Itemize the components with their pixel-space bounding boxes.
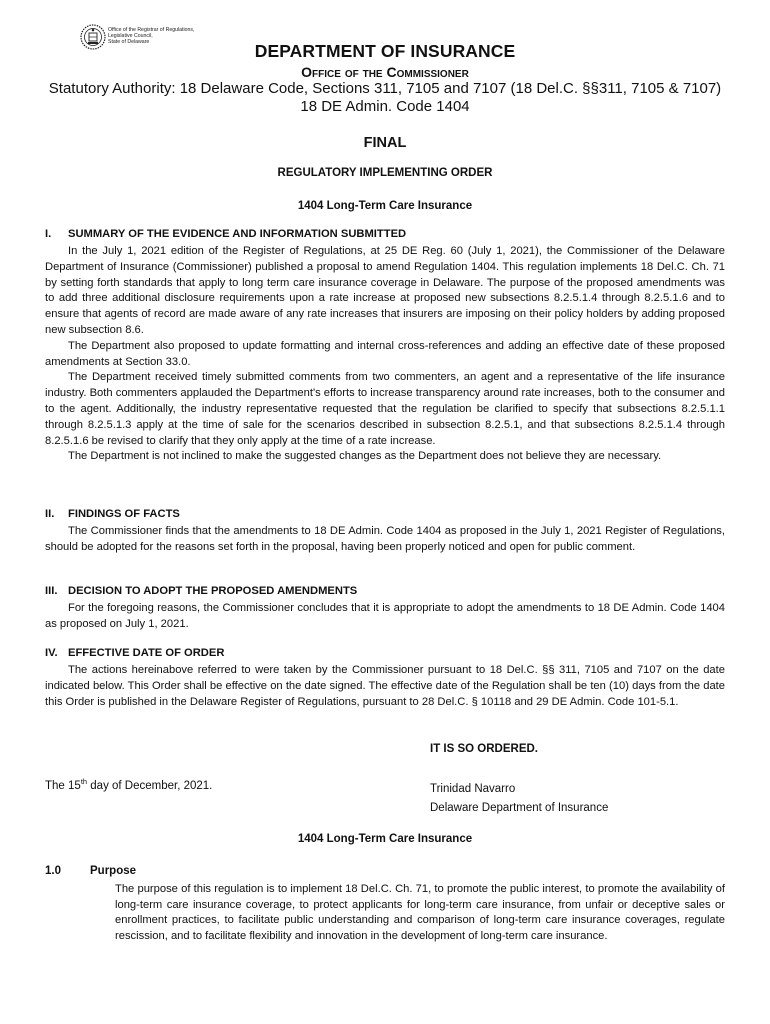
paragraph: For the foregoing reasons, the Commissioner concludes that it is appropriate to adopt the amendments to 18 DE Admin. Code 1404 as proposed on July 1, 2021. [45, 602, 725, 630]
regulation-title: 1404 Long-Term Care Insurance [297, 200, 473, 212]
regulation-title-second: 1404 Long-Term Care Insurance [297, 833, 473, 845]
paragraph: The Department also proposed to update formatting and internal cross-references and adding an effective date of these proposed amendments at Section 33.0. [45, 339, 725, 368]
date-prefix: The 15 [45, 779, 81, 792]
office-title: Office of the Commissioner [301, 64, 469, 80]
section-heading-text: EFFECTIVE DATE OF ORDER [68, 647, 225, 659]
order-type: REGULATORY IMPLEMENTING ORDER [277, 167, 493, 179]
registrar-line: Legislative Council, [108, 33, 153, 39]
section-body [45, 244, 725, 465]
section-heading-text: SUMMARY OF THE EVIDENCE AND INFORMATION SUBMITTED [68, 228, 407, 240]
section-heading [45, 228, 406, 240]
paragraph: The actions hereinabove referred to were taken by the Commissioner pursuant to 18 Del.C. §§ 311, 7105 and 7107 on the date indicated below. This Order shall be effective on the date signed. The effective date of the Regulation shall be ten (10) days from the date this Order is published in the Delaware Register of Regulations, pursuant to 28 Del.C. § 10118 and 29 DE Admin. Code 101-5.1. [45, 664, 725, 708]
purpose-heading: Purpose [90, 865, 137, 877]
section-heading [45, 508, 180, 520]
so-ordered: IT IS SO ORDERED. [430, 743, 538, 755]
section-number: III. [45, 585, 58, 597]
signer-name: Trinidad Navarro [430, 783, 516, 795]
paragraph: The purpose of this regulation is to implement 18 Del.C. Ch. 71, to promote the public interest, to promote the availability of long-term care insurance coverage, to protect applicants for long-term care insurance, from unfair or deceptive sales or enrollment practices, to facilitate public understanding and comparison of long-term care insurance coverages, regulate rescission, and to facilitate flexibility and innovation in the development of long-term care insurance. [115, 883, 725, 942]
date-ordinal: th [80, 777, 88, 786]
purpose-body [115, 882, 725, 944]
section-heading [45, 585, 357, 597]
section-heading-text: DECISION TO ADOPT THE PROPOSED AMENDMENTS [68, 585, 358, 597]
department-title: DEPARTMENT OF INSURANCE [254, 41, 516, 61]
section-heading-text: FINDINGS OF FACTS [68, 508, 180, 520]
registrar-line: State of Delaware [108, 39, 150, 45]
order-date [45, 777, 212, 792]
signer-agency: Delaware Department of Insurance [430, 802, 609, 814]
statutory-authority: Statutory Authority: 18 Delaware Code, Sections 311, 7105 and 7107 (18 Del.C. §§311, 7105 & 7107) [48, 80, 722, 97]
section-number: II. [45, 508, 55, 520]
paragraph: The Department is not inclined to make the suggested changes as the Department does not believe they are necessary. [68, 450, 662, 463]
purpose-section-number: 1.0 [45, 865, 61, 877]
section-number: IV. [45, 647, 58, 659]
section-heading [45, 647, 224, 659]
paragraph: The Commissioner finds that the amendments to 18 DE Admin. Code 1404 as proposed in the July 1, 2021 Register of Regulations, should be adopted for the reasons set forth in the proposal, having been properly noticed and open for public comment. [45, 525, 725, 553]
section-number: I. [45, 228, 52, 240]
paragraph: The Department received timely submitted comments from two commenters, an agent and a representative of the life insurance industry. Both commenters applauded the Department's efforts to increase transparency around rate increases, both to the consumer and to the agent. Additionally, the industry representative requested that the regulation be clarified to specify that subsections 8.2.5.1.1 through 8.2.5.1.3 apply at the time of sale for the scenarios described in subsection 8.2.5.1, and that subsections 8.2.5.1.4 through 8.2.5.1.6 be revised to clarify that they only apply at the time of a rate increase. [45, 371, 725, 447]
date-suffix: day of December, 2021. [87, 779, 213, 792]
section-body [45, 663, 725, 710]
admin-code: 18 DE Admin. Code 1404 [300, 98, 470, 115]
final-label: FINAL [363, 135, 407, 151]
section-body [45, 601, 725, 633]
registrar-line: Office of the Registrar of Regulations, [108, 27, 195, 33]
paragraph: In the July 1, 2021 edition of the Register of Regulations, at 25 DE Reg. 60 (July 1, 2021), the Commissioner of the Delaware Department of Insurance (Commissioner) published a proposal to amend Regulation 1404. This regulation implements 18 Del.C. Ch. 71 by setting forth standards that apply to long term care insurance coverage in Delaware. The purpose of the proposed amendments was to add three additional disclosure requirements upon a rate increase at proposed new subsections 8.2.5.1.4 through 8.2.5.1.6 and to ensure that agents of record are made aware of any rate increases that insurers are imposing on their policy holders by adding proposed new subsection 8.6. [45, 245, 725, 336]
section-body [45, 524, 725, 556]
signature-block [430, 780, 608, 818]
